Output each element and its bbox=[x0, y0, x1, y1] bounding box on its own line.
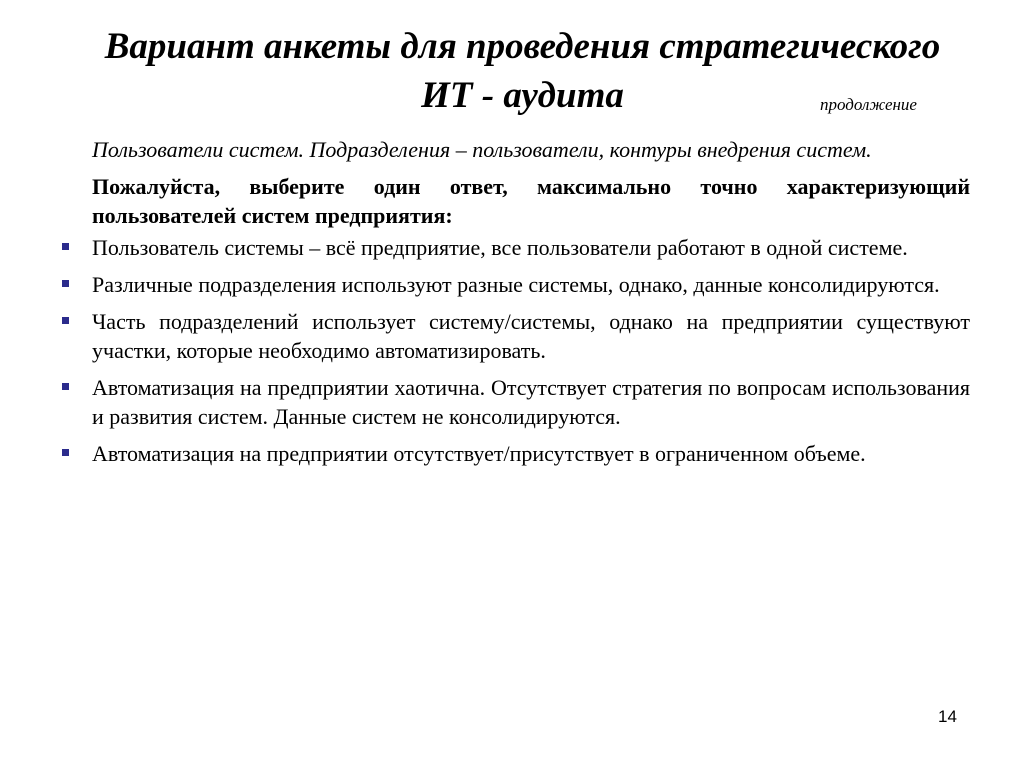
answer-option-text: Часть подразделений использует систему/системы, однако на предприятии существуют участки, которые необходимо автоматизировать. bbox=[92, 309, 970, 363]
title-line-1: Вариант анкеты для проведения стратегического bbox=[104, 26, 941, 67]
continuation-label: продолжение bbox=[820, 95, 917, 114]
answer-option-text: Различные подразделения используют разные системы, однако, данные консолидируются. bbox=[92, 272, 940, 297]
answer-option-2 bbox=[92, 270, 970, 299]
slide-body bbox=[0, 135, 1024, 476]
square-bullet-icon bbox=[62, 317, 69, 324]
answer-option-text: Пользователь системы – всё предприятие, все пользователи работают в одной системе. bbox=[92, 235, 908, 260]
answer-option-3 bbox=[92, 307, 970, 365]
answer-option-text: Автоматизация на предприятии отсутствует/присутствует в ограниченном объеме. bbox=[92, 441, 866, 466]
page-number: 14 bbox=[938, 707, 957, 726]
answer-option-1 bbox=[92, 233, 970, 262]
question-text: Пожалуйста, выберите один ответ, максимально точно характеризующий пользователей систем предприятия: bbox=[92, 174, 970, 228]
answer-option-5 bbox=[92, 439, 970, 468]
answer-option-text: Автоматизация на предприятии хаотична. Отсутствует стратегия по вопросам использования и развития систем. Данные систем не консолидируются. bbox=[92, 375, 970, 429]
square-bullet-icon bbox=[62, 243, 69, 250]
answer-options-list bbox=[0, 233, 1024, 468]
square-bullet-icon bbox=[62, 383, 69, 390]
answer-option-4 bbox=[92, 373, 970, 431]
intro-text: Пользователи систем. Подразделения – пользователи, контуры внедрения систем. bbox=[92, 137, 872, 162]
square-bullet-icon bbox=[62, 449, 69, 456]
square-bullet-icon bbox=[62, 280, 69, 287]
title-line-2: ИТ - аудита bbox=[421, 75, 624, 116]
